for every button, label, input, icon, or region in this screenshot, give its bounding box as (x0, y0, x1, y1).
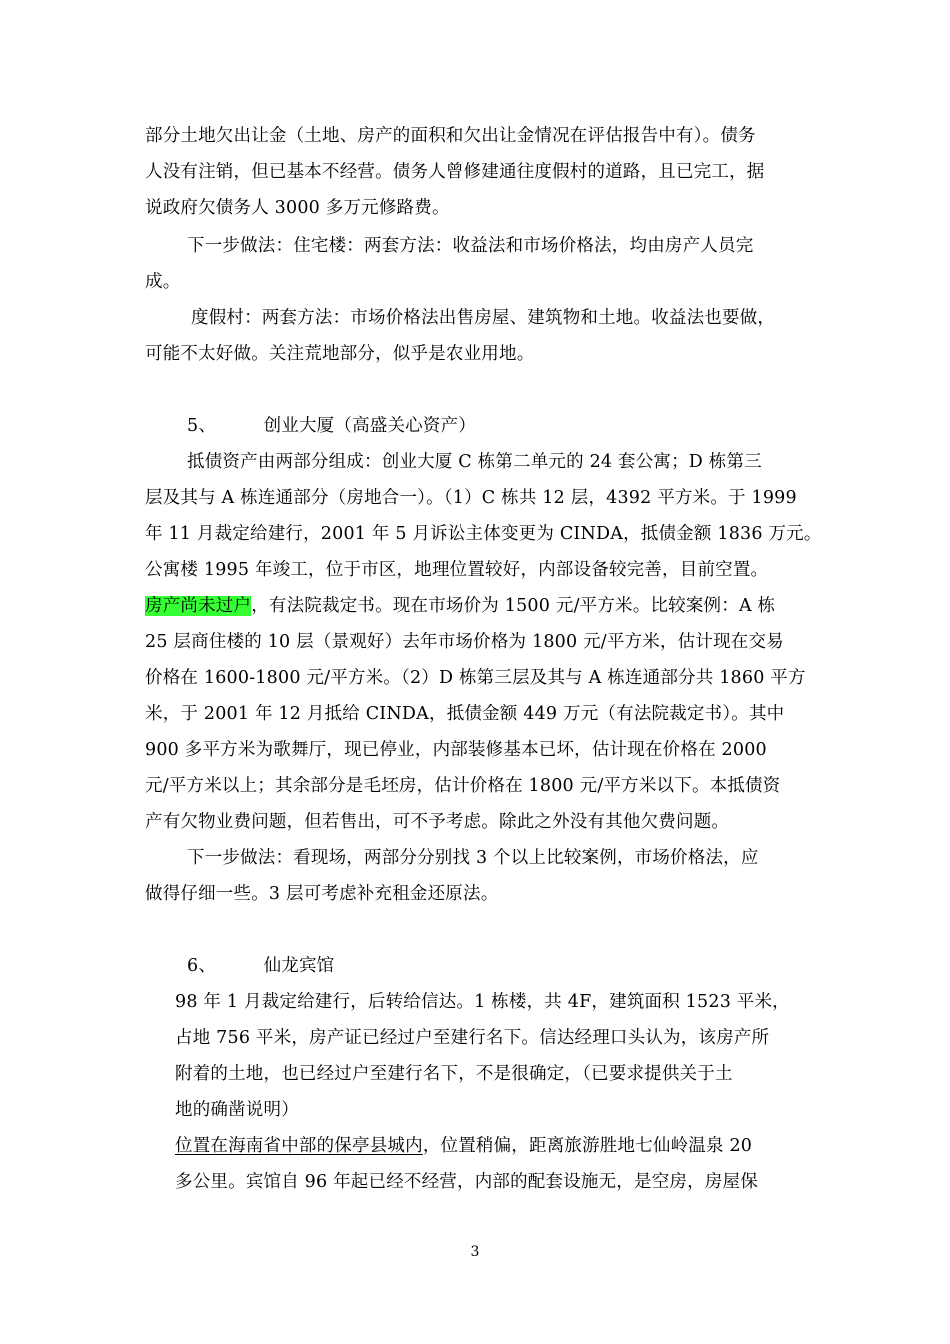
section-number: 5、 (187, 416, 217, 436)
section-6-body (175, 984, 790, 1200)
underlined-text: 位置在海南省中部的保亭县城内 (175, 1136, 423, 1156)
text-line: 年 11 月裁定给建行，2001 年 5 月诉讼主体变更为 CINDA，抵债金额 1836 万元。 (145, 524, 822, 544)
paragraph-debtor-status (145, 118, 765, 226)
text-line: 98 年 1 月裁定给建行，后转给信达。1 栋楼，共 4F，建筑面积 1523 平米， (175, 992, 790, 1012)
text-line: 可能不太好做。关注荒地部分，似乎是农业用地。 (145, 344, 535, 364)
text-line: 部分土地欠出让金（土地、房产的面积和欠出让金情况在评估报告中有）。债务 (145, 126, 756, 146)
text-line: 说政府欠债务人 3000 多万元修路费。 (145, 198, 450, 218)
text-line: 900 多平方米为歌舞厅，现已停业，内部装修基本已坏，估计现在价格在 2000 (145, 740, 767, 760)
page-number: 3 (470, 1244, 480, 1260)
text-line: 附着的土地，也已经过户至建行名下，不是很确定，（已要求提供关于土 (175, 1064, 733, 1084)
paragraph-resort (145, 300, 775, 372)
text-line: 下一步做法：看现场，两部分分别找 3 个以上比较案例，市场价格法，应 (187, 848, 759, 868)
section-title: 仙龙宾馆 (263, 956, 335, 976)
highlighted-text: 房产尚未过户 (145, 596, 252, 616)
section-title: 创业大厦（高盛关心资产） (263, 416, 476, 436)
text-line (175, 1128, 790, 1164)
section-5-heading (187, 408, 476, 444)
paragraph-next-step-residential (145, 228, 753, 300)
text-line: 度假村：两套方法：市场价格法出售房屋、建筑物和土地。收益法也要做， (191, 308, 776, 328)
text-line: 产有欠物业费问题，但若售出，可不予考虑。除此之外没有其他欠费问题。 (145, 812, 730, 832)
text-line (145, 588, 822, 624)
text-line: 下一步做法：住宅楼：两套方法：收益法和市场价格法，均由房产人员完 (187, 236, 754, 256)
text-line: 公寓楼 1995 年竣工，位于市区，地理位置较好，内部设备较完善，目前空置。 (145, 560, 769, 580)
text-line: 米，于 2001 年 12 月抵给 CINDA，抵债金额 449 万元（有法院裁定书）。其中 (145, 704, 785, 724)
text-line: 层及其与 A 栋连通部分（房地合一）。（1）C 栋共 12 层，4392 平方米。于 1999 (145, 488, 797, 508)
text-line: 抵债资产由两部分组成：创业大厦 C 栋第二单元的 24 套公寓；D 栋第三 (187, 452, 762, 472)
section-6-heading (187, 948, 334, 984)
section-5-body (145, 444, 822, 840)
text-line: 价格在 1600-1800 元/平方米。（2）D 栋第三层及其与 A 栋连通部分共 1860 平方 (145, 668, 806, 688)
section-number: 6、 (187, 956, 217, 976)
text-segment: ，有法院裁定书。现在市场价为 1500 元/平方米。比较案例：A 栋 (251, 596, 776, 616)
text-line: 多公里。宾馆自 96 年起已经不经营，内部的配套设施无，是空房，房屋保 (175, 1172, 758, 1192)
text-line: 元/平方米以上；其余部分是毛坯房，估计价格在 1800 元/平方米以下。本抵债资 (145, 776, 781, 796)
text-line: 成。 (145, 272, 181, 292)
section-5-next-step (145, 840, 759, 912)
text-line: 人没有注销，但已基本不经营。债务人曾修建通往度假村的道路，且已完工，据 (145, 162, 765, 182)
text-segment: ，位置稍偏，距离旅游胜地七仙岭温泉 20 (422, 1136, 753, 1156)
text-line: 25 层商住楼的 10 层（景观好）去年市场价格为 1800 元/平方米，估计现在交易 (145, 632, 784, 652)
text-line: 地的确凿说明） (175, 1100, 299, 1120)
text-line: 占地 756 平米，房产证已经过户至建行名下。信达经理口头认为，该房产所 (175, 1028, 770, 1048)
text-line: 做得仔细一些。3 层可考虑补充租金还原法。 (145, 884, 499, 904)
